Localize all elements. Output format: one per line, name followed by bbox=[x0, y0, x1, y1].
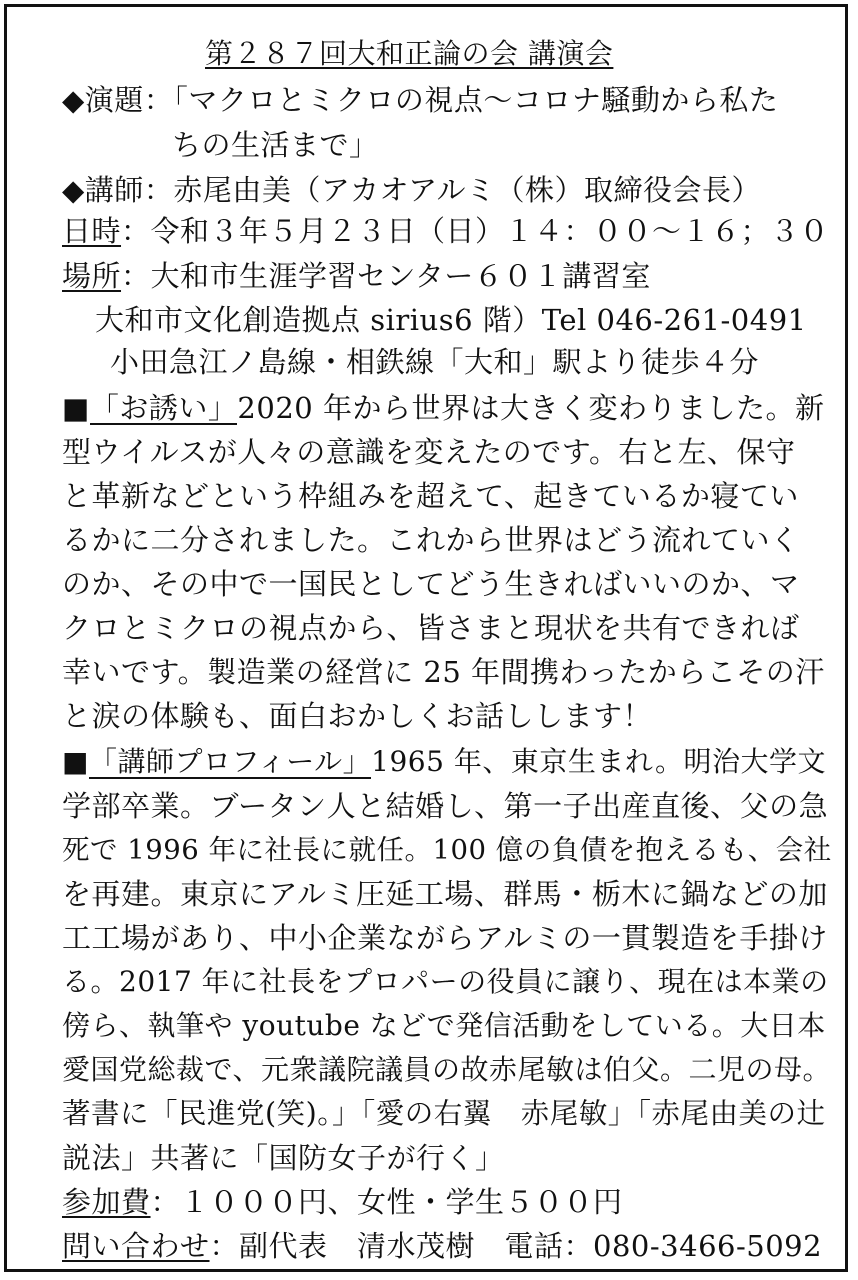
topic-line-2: ちの生活まで」 bbox=[172, 128, 379, 162]
venue-line-3: 小田急江ノ島線・相鉄線「大和」駅より徒歩４分 bbox=[110, 345, 760, 379]
profile-text-1: 学部卒業。ブータン人と結婚し、第一子出産直後、父の急 bbox=[62, 789, 829, 823]
profile-text-0: 1965 年、東京生まれ。明治大学文 bbox=[371, 745, 827, 778]
speaker-line bbox=[62, 172, 761, 208]
page-title: 第２８７回大和正論の会 講演会 bbox=[205, 37, 614, 70]
fee-value: ：１０００円、女性・学生５００円 bbox=[150, 1185, 623, 1219]
fee-label: 参加費 bbox=[62, 1185, 151, 1219]
profile-text-3: を再建。東京にアルミ圧延工場、群馬・栃木に鍋などの加 bbox=[62, 877, 828, 911]
fee-line bbox=[62, 1184, 623, 1220]
profile-line-1 bbox=[62, 744, 826, 780]
invitation-text-0: 2020 年から世界は大きく変わりました。新 bbox=[237, 391, 825, 425]
profile-text-7: 愛国党総裁で、元衆議院議員の故赤尾敏は伯父。二児の母。 bbox=[62, 1053, 831, 1086]
venue-line-2: 大和市文化創造拠点 sirius6 階）Tel 046-261-0491 bbox=[95, 303, 807, 337]
invitation-line-1 bbox=[62, 390, 824, 426]
invitation-text-6: 幸いです。製造業の経営に 25 年間携わったからこその汗 bbox=[62, 655, 825, 689]
profile-text-4: 工工場があり、中小企業ながらアルミの一貫製造を手掛け bbox=[62, 921, 828, 955]
contact-value: ：副代表 清水茂樹 電話：080-3466-5092 bbox=[209, 1229, 823, 1263]
contact-line bbox=[62, 1228, 822, 1264]
invitation-heading: 「お誘い」 bbox=[89, 391, 238, 425]
venue-label: 場所 bbox=[62, 259, 122, 293]
topic-value-1: ：「マクロとミクロの視点〜コロナ騒動から私た bbox=[143, 83, 779, 117]
profile-heading: 「講師プロフィール」 bbox=[88, 745, 372, 778]
profile-text-9: 説法」共著に「国防女子が行く」 bbox=[62, 1141, 505, 1175]
profile-marker: ■ bbox=[62, 745, 89, 778]
topic-line-1 bbox=[62, 82, 778, 118]
datetime-label: 日時 bbox=[62, 214, 122, 248]
speaker-label: ◆講師 bbox=[62, 173, 144, 207]
venue-value-1: ：大和市生涯学習センター６０１講習室 bbox=[121, 259, 651, 293]
invitation-text-2: と革新などという枠組みを超えて、起きているか寝てい bbox=[62, 479, 799, 513]
venue-line-1 bbox=[62, 258, 651, 294]
contact-label: 問い合わせ bbox=[62, 1229, 210, 1263]
profile-text-2: 死で 1996 年に社長に就任。100 億の負債を抱えるも、会社 bbox=[62, 834, 832, 866]
invitation-text-5: クロとミクロの視点から、皆さまと現状を共有できれば bbox=[62, 611, 800, 645]
profile-text-5: る。2017 年に社長をプロパーの役員に譲り、現在は本業の bbox=[62, 965, 829, 998]
invitation-text-4: のか、その中で一国民としてどう生きればいいのか、マ bbox=[62, 567, 800, 601]
topic-label: ◆演題 bbox=[62, 83, 144, 117]
invitation-text-7: と涙の体験も、面白おかしくお話しします！ bbox=[62, 699, 653, 733]
datetime-value: ：令和３年５月２３日（日）１４：００〜１６；３０ bbox=[121, 214, 830, 248]
speaker-value: ：赤尾由美（アカオアルミ（株）取締役会長） bbox=[143, 173, 761, 207]
invitation-text-1: 型ウイルスが人々の意識を変えたのです。右と左、保守 bbox=[62, 435, 796, 469]
profile-text-6: 傍ら、執筆や youtube などで発信活動をしている。大日本 bbox=[62, 1009, 826, 1042]
profile-text-8: 著書に「民進党(笑)。」「愛の右翼 赤尾敏」「赤尾由美の辻 bbox=[62, 1097, 826, 1130]
datetime-line bbox=[62, 213, 829, 249]
invitation-marker: ■ bbox=[62, 391, 90, 425]
invitation-text-3: るかに二分されました。これから世界はどう流れていく bbox=[62, 523, 800, 557]
